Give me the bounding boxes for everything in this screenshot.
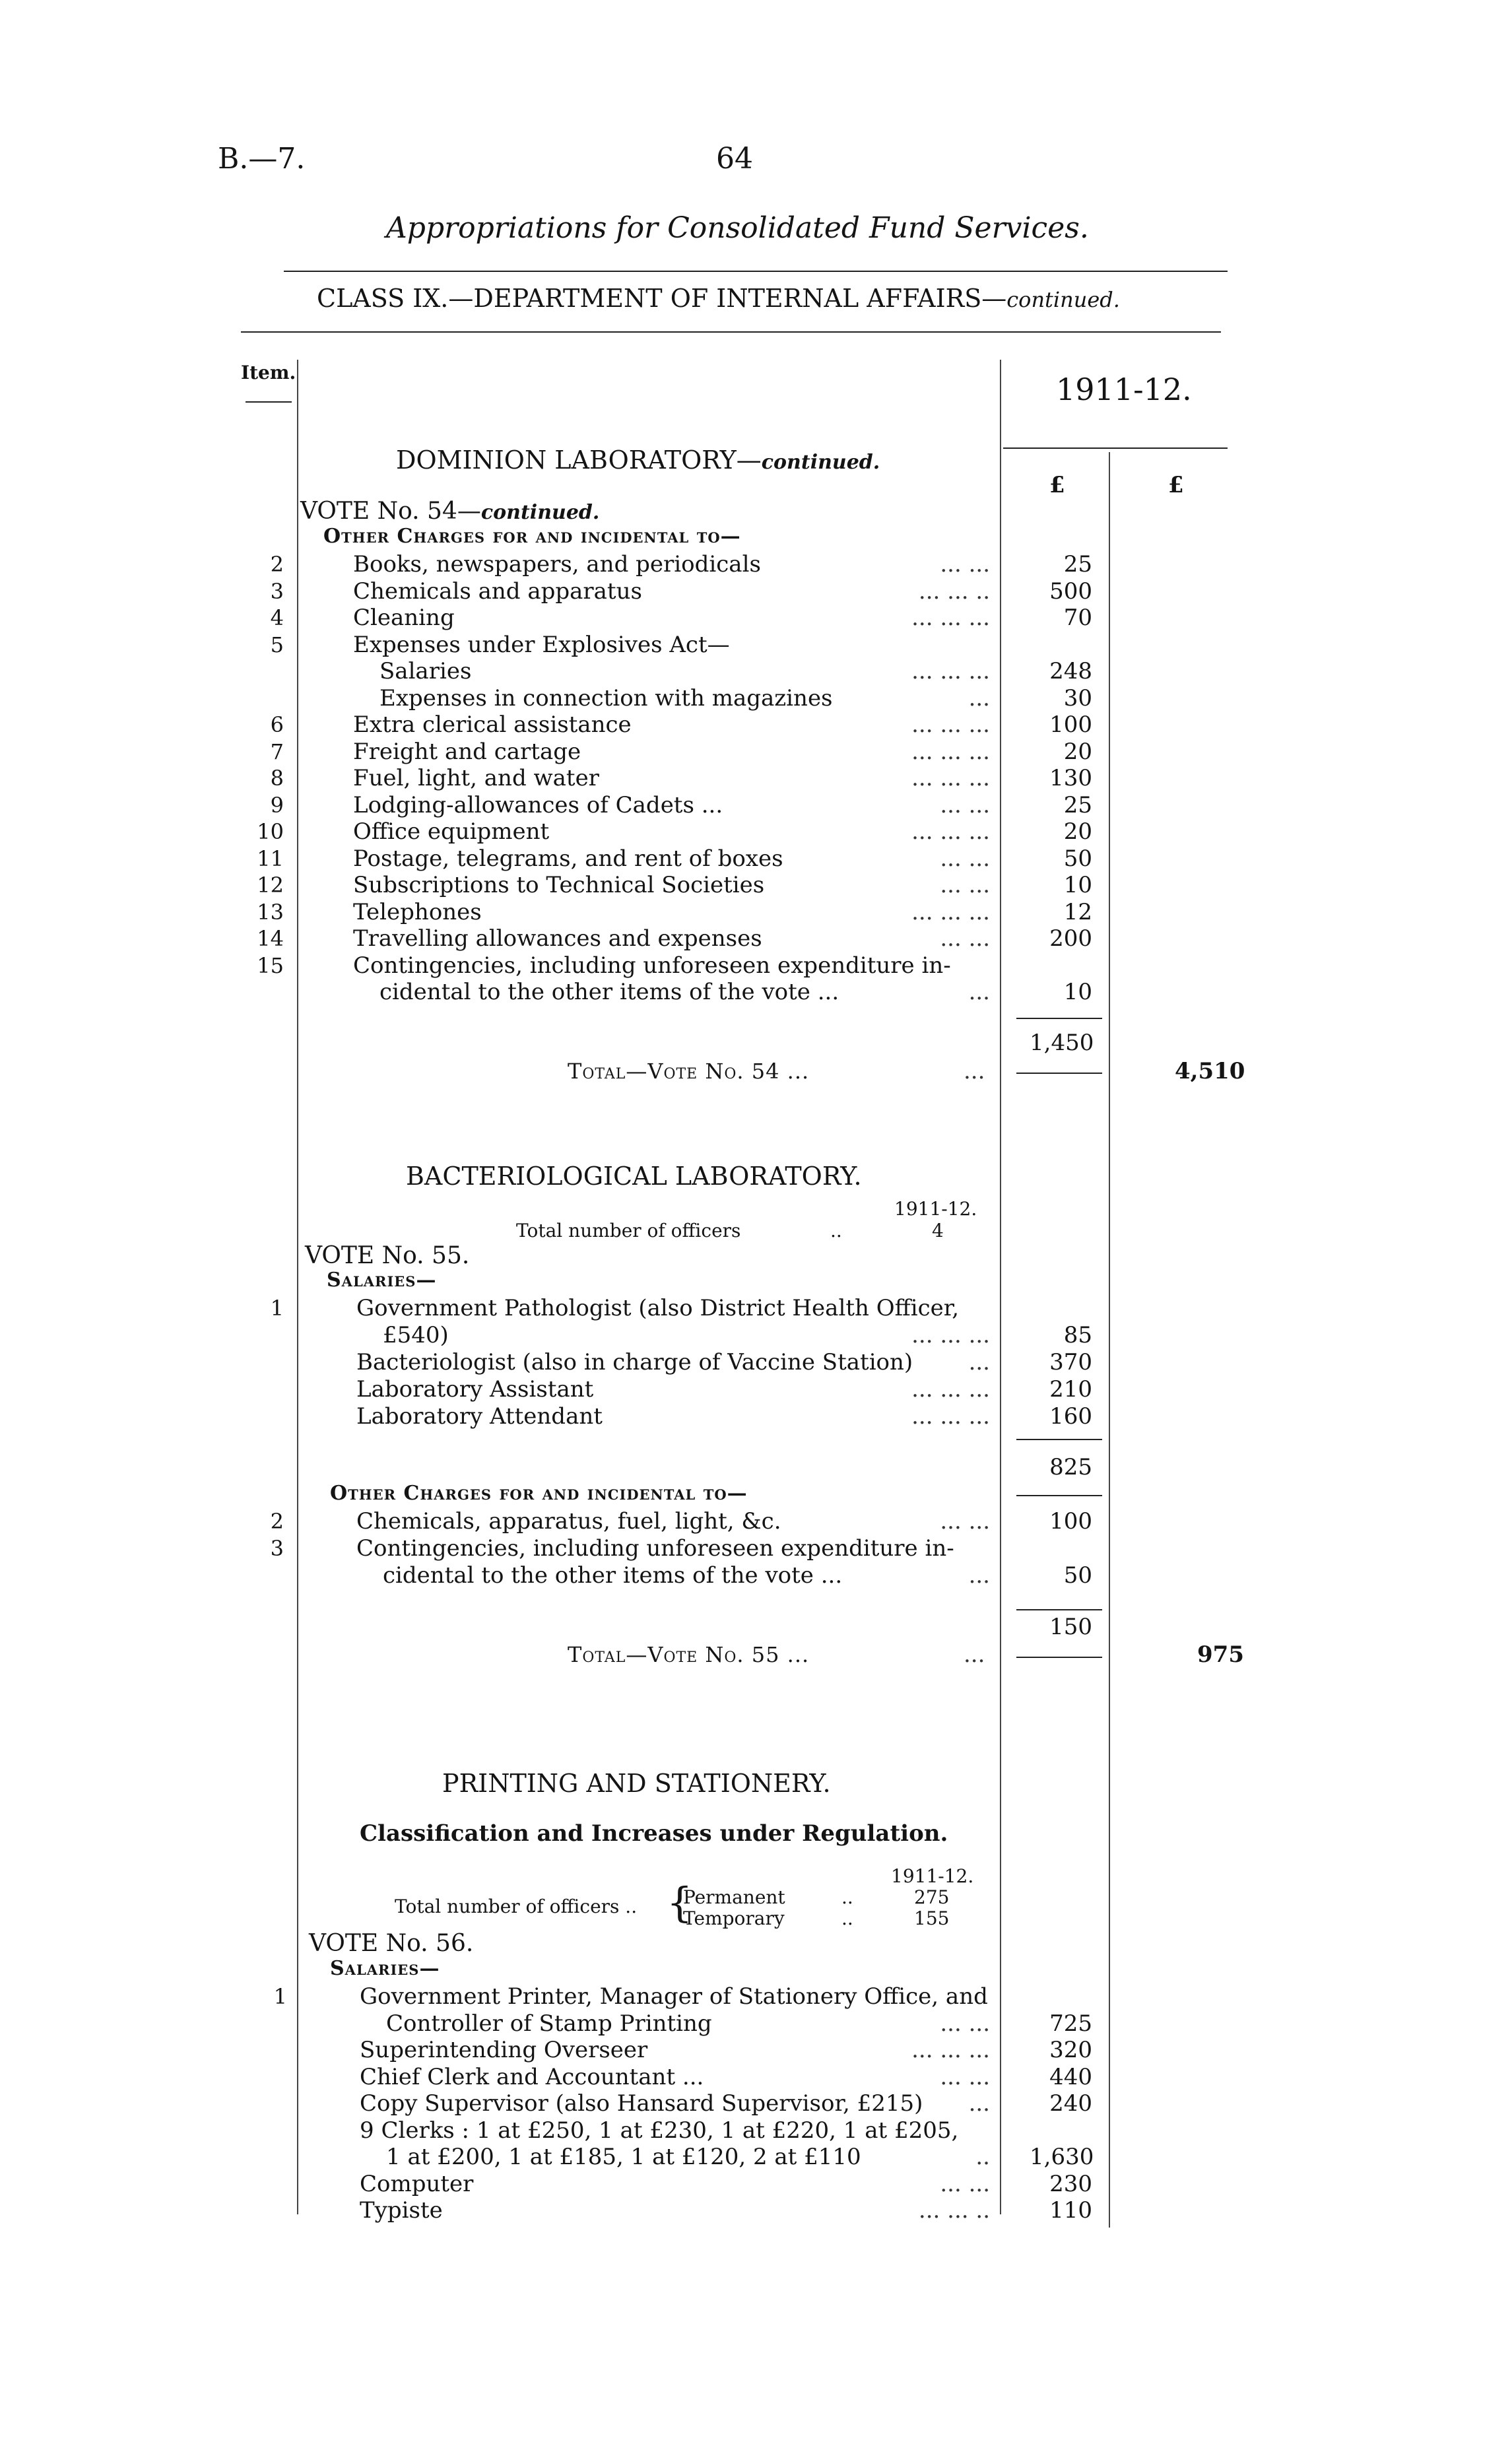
item-number: 2 <box>270 1509 284 1534</box>
row-dots: ... ... ... <box>911 765 990 791</box>
bacteriological-officers-dots: .. <box>830 1220 842 1241</box>
item-number: 4 <box>270 605 284 630</box>
row-label: Expenses under Explosives Act— <box>353 631 730 658</box>
row-label: Fuel, light, and water <box>353 765 599 791</box>
row-amount: 20 <box>1063 738 1092 765</box>
row-label: Salaries <box>379 658 472 684</box>
row-dots: ... ... <box>940 925 990 952</box>
row-dots: ... ... .. <box>918 2197 990 2224</box>
row-amount: 100 <box>1049 1508 1092 1535</box>
row-dots: ... ... ... <box>911 1376 990 1403</box>
pound-column-2: £ <box>1168 472 1184 498</box>
row-label: Chemicals, apparatus, fuel, light, &c. <box>356 1508 781 1535</box>
bacteriological-heading: BACTERIOLOGICAL LABORATORY. <box>406 1162 862 1191</box>
bacteriological-officers-count: 4 <box>932 1220 944 1241</box>
printing-brace: { <box>667 1878 693 1927</box>
row-amount: 160 <box>1049 1403 1092 1430</box>
row-dots: ... ... <box>940 551 990 578</box>
item-header-underline <box>246 401 292 403</box>
row-label: Expenses in connection with magazines <box>379 684 833 711</box>
item-number: 1 <box>270 1296 284 1321</box>
row-label: 9 Clerks : 1 at £250, 1 at £230, 1 at £220, 1 at £205, <box>360 2117 959 2144</box>
row-dots: ... ... ... <box>911 898 990 925</box>
row-amount: 210 <box>1049 1376 1092 1403</box>
vote-55-other-subtotal-rule <box>1016 1609 1102 1610</box>
vote-54-total-dots: ... <box>964 1058 985 1084</box>
row-amount: 320 <box>1049 2037 1092 2063</box>
vote-55-total-rule <box>1016 1657 1102 1658</box>
row-label: Copy Supervisor (also Hansard Supervisor, £215) <box>360 2090 923 2117</box>
row-amount: 10 <box>1063 979 1092 1005</box>
row-dots: .. <box>975 2144 990 2170</box>
item-column-header: Item. <box>241 362 296 383</box>
title-rule <box>284 271 1228 272</box>
row-amount: 30 <box>1063 684 1092 711</box>
temporary-dots: .. <box>841 1907 853 1929</box>
total-column-rule <box>1109 452 1110 2228</box>
pound-column-1: £ <box>1049 472 1065 498</box>
row-amount: 200 <box>1049 925 1092 952</box>
vote-54-subtotal: 1,450 <box>1030 1030 1094 1056</box>
row-label: Subscriptions to Technical Societies <box>353 872 765 898</box>
item-number: 3 <box>270 1536 284 1561</box>
temporary-label: Temporary <box>683 1907 785 1929</box>
row-label: Travelling allowances and expenses <box>353 925 762 952</box>
row-label: Superintending Overseer <box>360 2037 648 2063</box>
row-amount: 440 <box>1049 2063 1092 2090</box>
row-label: Chief Clerk and Accountant ... <box>360 2063 704 2090</box>
row-amount: 12 <box>1063 898 1092 925</box>
class-title: CLASS IX.—DEPARTMENT OF INTERNAL AFFAIRS—continued. <box>317 284 1120 313</box>
item-number: 12 <box>257 873 284 898</box>
item-number: 8 <box>270 766 284 791</box>
row-dots: ... ... <box>940 1508 990 1535</box>
vote-55-salaries-rule <box>1016 1439 1102 1440</box>
vote-54-total: 4,510 <box>1175 1058 1245 1084</box>
item-number: 3 <box>270 578 284 604</box>
row-label: cidental to the other items of the vote ... <box>379 979 839 1005</box>
vote-55-other-subtotal: 150 <box>1049 1614 1092 1640</box>
row-amount: 110 <box>1049 2197 1092 2224</box>
row-label: Telephones <box>353 898 482 925</box>
row-dots: ... ... ... <box>911 818 990 845</box>
row-label: Office equipment <box>353 818 550 845</box>
item-number: 1 <box>273 1984 287 2009</box>
row-dots: ... ... ... <box>911 738 990 765</box>
row-amount: 25 <box>1063 791 1092 818</box>
header-rule <box>241 331 1221 333</box>
row-label: cidental to the other items of the vote ... <box>383 1562 843 1589</box>
vote-56-heading: VOTE No. 56. <box>309 1930 474 1957</box>
item-number: 14 <box>257 926 284 951</box>
vote-54-total-label: Total—Vote No. 54 ... <box>568 1059 810 1084</box>
row-dots: ... <box>968 979 990 1005</box>
item-number: 2 <box>270 552 284 577</box>
row-dots: ... ... <box>940 2010 990 2037</box>
row-label: Computer <box>360 2170 474 2197</box>
row-amount: 50 <box>1063 845 1092 872</box>
row-label: Bacteriologist (also in charge of Vaccine Station) <box>356 1349 913 1375</box>
row-dots: ... ... ... <box>911 1403 990 1430</box>
row-label: Government Pathologist (also District Health Officer, <box>356 1295 960 1321</box>
document-reference: B.—7. <box>218 142 306 176</box>
row-amount: 100 <box>1049 711 1092 738</box>
page-title: Appropriations for Consolidated Fund Services. <box>386 211 1089 245</box>
item-number: 15 <box>257 952 284 978</box>
vote-55-total-label: Total—Vote No. 55 ... <box>568 1642 810 1667</box>
printing-officers-label: Total number of officers .. <box>395 1896 638 1917</box>
vote-55-other-charges: Other Charges for and incidental to— <box>330 1482 748 1505</box>
page-number: 64 <box>716 142 753 176</box>
row-label: 1 at £200, 1 at £185, 1 at £120, 2 at £110 <box>386 2144 861 2170</box>
row-dots: ... ... ... <box>911 1322 990 1348</box>
item-column-rule <box>297 360 298 2214</box>
row-amount: 500 <box>1049 578 1092 605</box>
row-label: Lodging-allowances of Cadets ... <box>353 791 723 818</box>
row-label: Laboratory Assistant <box>356 1376 594 1403</box>
row-amount: 130 <box>1049 765 1092 791</box>
vote-55-heading: VOTE No. 55. <box>305 1242 470 1269</box>
permanent-dots: .. <box>841 1886 853 1908</box>
year-column-header: 1911-12. <box>1056 372 1192 407</box>
row-label: Laboratory Attendant <box>356 1403 603 1430</box>
item-number: 9 <box>270 792 284 818</box>
row-label: Chemicals and apparatus <box>353 578 642 605</box>
permanent-label: Permanent <box>683 1886 785 1908</box>
vote-54-heading: VOTE No. 54—continued. <box>300 498 600 525</box>
row-amount: 85 <box>1063 1322 1092 1348</box>
vote-55-total: 975 <box>1197 1641 1244 1668</box>
row-dots: ... <box>968 1349 990 1375</box>
row-label: Contingencies, including unforeseen expenditure in- <box>356 1535 954 1562</box>
dominion-heading: DOMINION LABORATORY—continued. <box>396 446 880 475</box>
vote-54-total-rule <box>1016 1073 1102 1074</box>
row-dots: ... ... ... <box>911 605 990 631</box>
row-dots: ... ... .. <box>918 578 990 605</box>
row-dots: ... <box>968 2090 990 2117</box>
item-number: 6 <box>270 712 284 737</box>
row-amount: 248 <box>1049 658 1092 684</box>
bacteriological-officers-label: Total number of officers <box>516 1220 741 1241</box>
row-amount: 50 <box>1063 1562 1092 1589</box>
row-dots: ... ... ... <box>911 658 990 684</box>
vote-56-salaries: Salaries— <box>330 1957 440 1980</box>
vote-55-other-rule <box>1016 1495 1102 1496</box>
amount-column-rule <box>1000 360 1001 2214</box>
printing-subheading: Classification and Increases under Regulation. <box>360 1820 948 1847</box>
row-dots: ... ... <box>940 872 990 898</box>
row-dots: ... ... <box>940 791 990 818</box>
row-amount: 20 <box>1063 818 1092 845</box>
item-number: 11 <box>257 845 284 871</box>
row-dots: ... ... <box>940 2063 990 2090</box>
row-amount: 725 <box>1049 2010 1092 2037</box>
row-dots: ... ... <box>940 845 990 872</box>
item-number: 13 <box>257 899 284 925</box>
printing-heading: PRINTING AND STATIONERY. <box>442 1769 831 1798</box>
item-number: 10 <box>257 819 284 844</box>
bacteriological-year: 1911-12. <box>894 1198 977 1220</box>
row-dots: ... <box>968 1562 990 1589</box>
year-header-rule <box>1003 447 1228 449</box>
row-label: Government Printer, Manager of Stationery Office, and <box>360 1983 988 2010</box>
row-dots: ... ... <box>940 2170 990 2197</box>
row-amount: 1,630 <box>1030 2144 1094 2170</box>
row-label: Extra clerical assistance <box>353 711 632 738</box>
row-amount: 240 <box>1049 2090 1092 2117</box>
item-number: 7 <box>270 739 284 764</box>
row-label: £540) <box>383 1322 449 1348</box>
temporary-count: 155 <box>914 1907 950 1929</box>
vote-54-subtotal-rule <box>1016 1018 1102 1019</box>
row-label: Controller of Stamp Printing <box>386 2010 712 2037</box>
row-label: Postage, telegrams, and rent of boxes <box>353 845 783 872</box>
row-dots: ... ... ... <box>911 711 990 738</box>
permanent-count: 275 <box>914 1886 950 1908</box>
row-dots: ... ... ... <box>911 2037 990 2063</box>
row-label: Contingencies, including unforeseen expenditure in- <box>353 952 951 979</box>
vote-54-other-charges: Other Charges for and incidental to— <box>323 525 741 548</box>
item-number: 5 <box>270 632 284 657</box>
vote-55-salaries-subtotal: 825 <box>1049 1454 1092 1480</box>
row-amount: 25 <box>1063 551 1092 578</box>
row-label: Typiste <box>360 2197 443 2224</box>
row-amount: 230 <box>1049 2170 1092 2197</box>
row-amount: 370 <box>1049 1349 1092 1375</box>
row-label: Freight and cartage <box>353 738 581 765</box>
row-dots: ... <box>968 684 990 711</box>
row-label: Cleaning <box>353 605 455 631</box>
row-label: Books, newspapers, and periodicals <box>353 551 761 578</box>
row-amount: 10 <box>1063 872 1092 898</box>
row-amount: 70 <box>1063 605 1092 631</box>
printing-year: 1911-12. <box>891 1865 974 1887</box>
vote-55-salaries: Salaries— <box>327 1269 437 1292</box>
vote-55-total-dots: ... <box>964 1641 985 1668</box>
